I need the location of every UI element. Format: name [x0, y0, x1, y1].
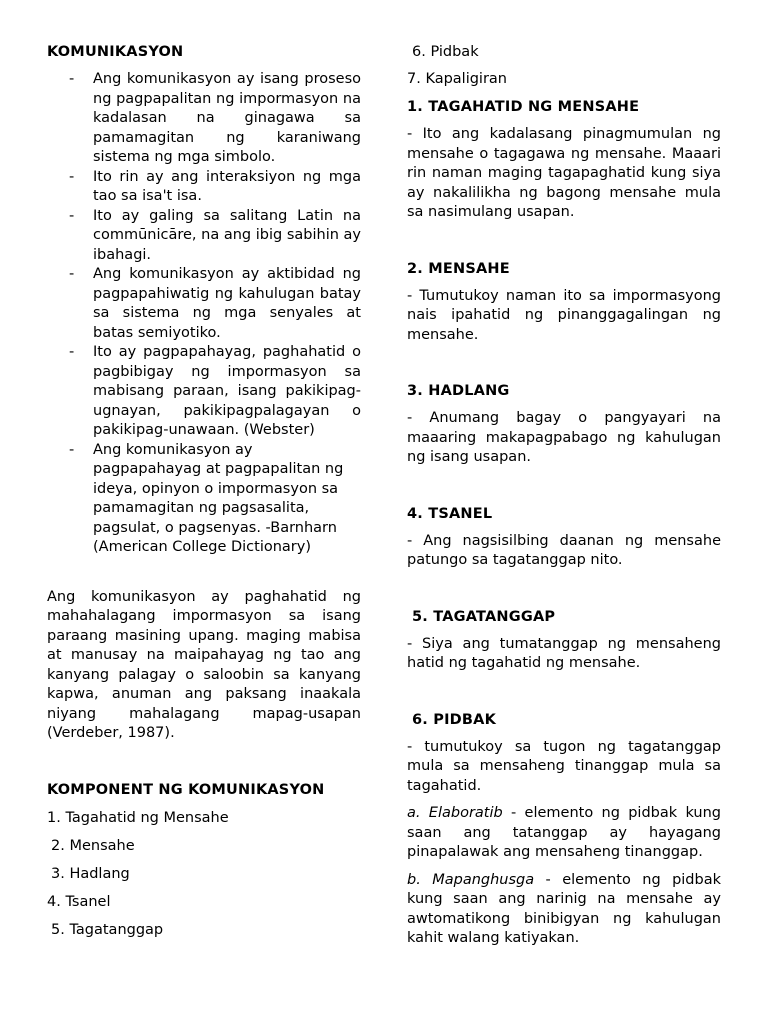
- list-item: - Ito ay galing sa salitang Latin na commūnicāre, na ang ibig sabihin ay ibahagi.: [69, 207, 361, 263]
- section-heading: 5. TAGATANGGAP: [412, 608, 556, 625]
- list-item: 1. Tagahatid ng Mensahe: [47, 809, 229, 826]
- definition-paragraph: Ang komunikasyon ay paghahatid ng mahahalagang impormasyon sa isang paraang masining upang. maging mabisa at manusay na maipahayag ng tao ang kanyang palagay o saloobin sa kanyang kapwa, anuman ang paksang inaakala niyang mahalagang mapag-usapan (Verdeber, 1987).: [47, 588, 361, 741]
- list-item: - Ang komunikasyon ay pagpapahayag at pagpapalitan ng ideya, opinyon o impormasyon sa pamamagitan ng pagsasalita, pagsulat, o pagsenyas. -Barnharn (American College Dictionary): [69, 441, 344, 555]
- list-item: - Ang komunikasyon ay isang proseso ng pagpapalitan ng impormasyon na kadalasan na ginagawa sa pamamagitan ng karaniwang sistema ng mga simbolo.: [69, 71, 361, 165]
- left-column: [47, 42, 361, 940]
- title-komunikasyon: KOMUNIKASYON: [47, 44, 184, 60]
- section-heading: 1. TAGAHATID NG MENSAHE: [407, 99, 640, 115]
- section-body: - Anumang bagay o pangyayari na maaaring makapagpabago ng kahulugan ng isang usapan.: [407, 410, 721, 465]
- section-body: - Tumutukoy naman ito sa impormasyong nais ipahatid ng pinanggagalingan ng mensahe.: [407, 287, 721, 343]
- definition-list: [47, 70, 361, 558]
- components-title: KOMPONENT NG KOMUNIKASYON: [47, 781, 325, 798]
- section-heading: 3. HADLANG: [407, 383, 510, 399]
- list-item: 7. Kapaligiran: [407, 71, 507, 87]
- feedback-type-elaboratib: a. Elaboratib - elemento ng pidbak kung saan ang tatanggap ay hayagang pinapalawak ang mensaheng tinanggap.: [407, 805, 721, 860]
- list-item: - Ang komunikasyon ay aktibidad ng pagpapahiwatig ng kahulugan batay sa sistema ng mga senyales at batas semiyotiko.: [69, 266, 361, 341]
- list-item: - Ito rin ay ang interaksiyon ng mga tao sa isa't isa.: [69, 168, 361, 204]
- list-item: - Ito ay pagpapahayag, paghahatid o pagbibigay ng impormasyon sa mabisang paraan, isang pakikipag- ugnayan, pakikipagpalagayan o pakikipag-unawaan. (Webster): [69, 344, 361, 438]
- list-item: 3. Hadlang: [51, 865, 130, 882]
- list-item: 4. Tsanel: [47, 893, 111, 910]
- feedback-type-mapanghusga: b. Mapanghusga - elemento ng pidbak kung saan ang narinig na mensahe ay awtomatikong binibigyan ng kahulugan kahit walang katiyakan.: [407, 871, 722, 946]
- section-body: - Ito ang kadalasang pinagmumulan ng mensahe o tagagawa ng mensahe. Maaari rin naman maging tagapaghatid kung siya ay nakalilikha ng bagong mensahe mula sa nasimulang usapan.: [407, 126, 721, 220]
- section-body: - Ang nagsisilbing daanan ng mensahe patungo sa tagatanggap nito.: [407, 532, 721, 568]
- term-elaboratib: a. Elaboratib: [407, 805, 503, 821]
- section-body: - Siya ang tumatanggap ng mensaheng hatid ng tagahatid ng mensahe.: [407, 635, 721, 671]
- term-mapanghusga: b. Mapanghusga: [407, 871, 535, 888]
- right-column: [407, 42, 721, 949]
- section-heading: 6. PIDBAK: [412, 711, 497, 728]
- section-body: - tumutukoy sa tugon ng tagatanggap mula sa mensaheng tinanggap mula sa tagahatid.: [407, 738, 721, 794]
- list-item: 5. Tagatanggap: [51, 921, 164, 938]
- section-heading: 2. MENSAHE: [407, 260, 510, 277]
- list-item: 2. Mensahe: [51, 837, 135, 854]
- list-item: 6. Pidbak: [412, 44, 479, 60]
- components-list: [47, 808, 361, 940]
- section-heading: 4. TSANEL: [407, 505, 493, 522]
